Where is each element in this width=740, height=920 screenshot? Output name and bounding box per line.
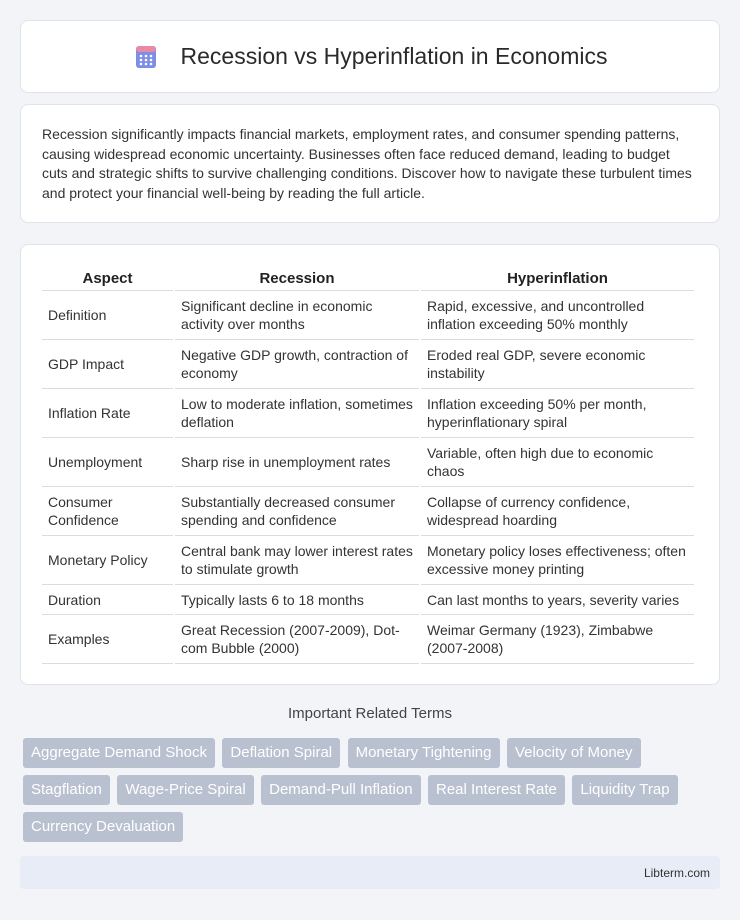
cell-aspect: Unemployment	[42, 438, 173, 487]
related-term-tag[interactable]: Deflation Spiral	[222, 738, 340, 768]
cell-aspect: Duration	[42, 585, 173, 615]
header-card	[20, 20, 720, 93]
page-title: Recession vs Hyperinflation in Economics	[180, 43, 608, 69]
related-term-tag[interactable]: Demand-Pull Inflation	[261, 775, 420, 805]
header-aspect: Aspect	[42, 267, 173, 291]
cell-hyperinflation: Inflation exceeding 50% per month, hyperinflationary spiral	[421, 389, 694, 438]
calculator-icon	[133, 44, 159, 70]
table-row	[42, 340, 694, 389]
related-term-tag[interactable]: Aggregate Demand Shock	[23, 738, 215, 768]
cell-recession: Significant decline in economic activity over months	[175, 291, 419, 340]
cell-recession: Sharp rise in unemployment rates	[175, 438, 419, 487]
comparison-card	[20, 244, 720, 685]
comparison-table	[40, 267, 696, 664]
table-row	[42, 615, 694, 664]
header-recession: Recession	[175, 267, 419, 291]
cell-recession: Central bank may lower interest rates to stimulate growth	[175, 536, 419, 585]
related-term-tag[interactable]: Wage-Price Spiral	[117, 775, 253, 805]
table-row	[42, 487, 694, 536]
cell-aspect: Consumer Confidence	[42, 487, 173, 536]
cell-hyperinflation: Weimar Germany (1923), Zimbabwe (2007-2008)	[421, 615, 694, 664]
header-hyperinflation: Hyperinflation	[421, 267, 694, 291]
cell-recession: Negative GDP growth, contraction of economy	[175, 340, 419, 389]
related-term-tag[interactable]: Liquidity Trap	[572, 775, 677, 805]
cell-hyperinflation: Collapse of currency confidence, widespread hoarding	[421, 487, 694, 536]
cell-aspect: Examples	[42, 615, 173, 664]
table-row	[42, 438, 694, 487]
cell-hyperinflation: Eroded real GDP, severe economic instability	[421, 340, 694, 389]
table-header-row	[42, 267, 694, 291]
related-term-tag[interactable]: Real Interest Rate	[428, 775, 565, 805]
table-row	[42, 389, 694, 438]
footer-site-link[interactable]: Libterm.com	[643, 866, 710, 880]
table-row	[42, 291, 694, 340]
cell-hyperinflation: Can last months to years, severity varies	[421, 585, 694, 615]
related-term-tag[interactable]: Stagflation	[23, 775, 110, 805]
cell-hyperinflation: Variable, often high due to economic chaos	[421, 438, 694, 487]
cell-aspect: Inflation Rate	[42, 389, 173, 438]
related-term-tag[interactable]: Velocity of Money	[507, 738, 641, 768]
cell-aspect: GDP Impact	[42, 340, 173, 389]
intro-text: Recession significantly impacts financial markets, employment rates, and consumer spending patterns, causing widespread economic uncertainty. Businesses often face reduced demand, leading to budget cuts and strategic shifts to survive challenging conditions. Discover how to navigate these turbulent times and protect your financial well-being by reading the full article.	[42, 126, 692, 201]
table-row	[42, 585, 694, 615]
cell-aspect: Monetary Policy	[42, 536, 173, 585]
cell-recession: Typically lasts 6 to 18 months	[175, 585, 419, 615]
intro-card	[20, 104, 720, 223]
related-term-tag[interactable]: Currency Devaluation	[23, 812, 183, 842]
related-terms-list	[23, 738, 723, 849]
cell-recession: Low to moderate inflation, sometimes deflation	[175, 389, 419, 438]
cell-hyperinflation: Rapid, excessive, and uncontrolled inflation exceeding 50% monthly	[421, 291, 694, 340]
footer	[20, 856, 720, 889]
cell-recession: Substantially decreased consumer spending and confidence	[175, 487, 419, 536]
related-terms-title: Important Related Terms	[288, 705, 452, 722]
table-row	[42, 536, 694, 585]
cell-recession: Great Recession (2007-2009), Dot-com Bubble (2000)	[175, 615, 419, 664]
related-term-tag[interactable]: Monetary Tightening	[348, 738, 500, 768]
cell-aspect: Definition	[42, 291, 173, 340]
cell-hyperinflation: Monetary policy loses effectiveness; often excessive money printing	[421, 536, 694, 585]
